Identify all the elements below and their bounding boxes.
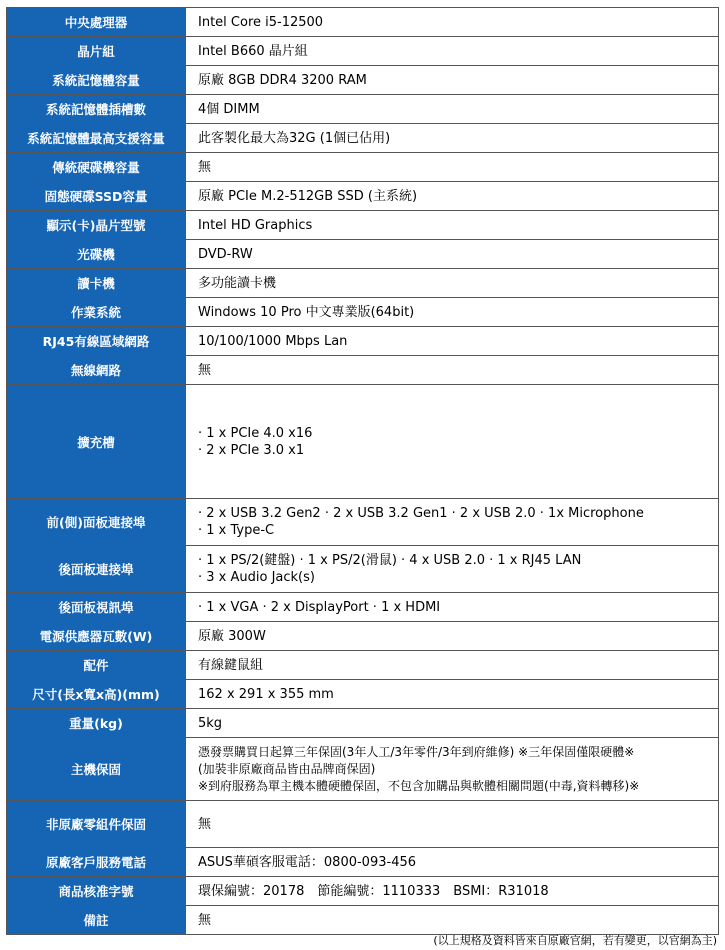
spec-value <box>186 877 719 906</box>
spec-label: 重量(kg) <box>7 709 186 738</box>
spec-value-line: · 1 x PCIe 4.0 x16 <box>198 425 313 441</box>
spec-value <box>186 66 719 95</box>
spec-value <box>186 738 719 801</box>
spec-value <box>186 182 719 211</box>
spec-value <box>186 801 719 848</box>
spec-row <box>7 153 719 182</box>
spec-row <box>7 906 719 935</box>
spec-row <box>7 801 719 848</box>
spec-value <box>186 95 719 124</box>
spec-value <box>186 124 719 153</box>
spec-value <box>186 8 719 37</box>
spec-value-line: 無 <box>198 912 212 928</box>
spec-value-line: 162 x 291 x 355 mm <box>198 686 334 702</box>
spec-value <box>186 211 719 240</box>
spec-value-line: DVD-RW <box>198 246 253 262</box>
spec-value <box>186 906 719 935</box>
spec-value <box>186 848 719 877</box>
spec-row <box>7 680 719 709</box>
spec-value <box>186 651 719 680</box>
spec-value <box>186 153 719 182</box>
spec-value-line: 多功能讀卡機 <box>198 275 277 291</box>
spec-row <box>7 622 719 651</box>
spec-label: 晶片組 <box>7 37 186 66</box>
spec-value-line: 原廠 300W <box>198 628 266 644</box>
spec-value <box>186 709 719 738</box>
spec-value-line: 10/100/1000 Mbps Lan <box>198 333 348 349</box>
spec-row <box>7 298 719 327</box>
spec-row <box>7 709 719 738</box>
spec-value-line: 原廠 PCIe M.2-512GB SSD (主系統) <box>198 188 418 204</box>
spec-value <box>186 269 719 298</box>
spec-label: 作業系統 <box>7 298 186 327</box>
spec-label: 光碟機 <box>7 240 186 269</box>
spec-value-line: 原廠 8GB DDR4 3200 RAM <box>198 72 367 88</box>
spec-value-line: 有線鍵鼠組 <box>198 657 264 673</box>
spec-row <box>7 651 719 680</box>
spec-footnote: (以上規格及資料皆來自原廠官網，若有變更，以官網為主) <box>433 934 717 947</box>
spec-row <box>7 356 719 385</box>
spec-label: 主機保固 <box>7 738 186 801</box>
spec-value <box>186 622 719 651</box>
spec-label: 尺寸(長x寬x高)(mm) <box>7 680 186 709</box>
spec-label: 無線網路 <box>7 356 186 385</box>
spec-row <box>7 240 719 269</box>
spec-row <box>7 546 719 593</box>
spec-label: 電源供應器瓦數(W) <box>7 622 186 651</box>
spec-label: 讀卡機 <box>7 269 186 298</box>
spec-value-line: 此客製化最大為32G (1個已佔用) <box>198 130 391 146</box>
spec-row <box>7 848 719 877</box>
spec-label: 後面板連接埠 <box>7 546 186 593</box>
spec-value-line: 環保編號：20178 節能編號：1110333 BSMI：R31018 <box>198 883 549 899</box>
spec-value-line: (加裝非原廠商品皆由品牌商保固) <box>198 761 376 776</box>
spec-row <box>7 738 719 801</box>
spec-value <box>186 546 719 593</box>
spec-row <box>7 8 719 37</box>
spec-row <box>7 385 719 499</box>
spec-value-line: Intel HD Graphics <box>198 217 313 233</box>
spec-label: 備註 <box>7 906 186 935</box>
spec-value-line: 憑發票購買日起算三年保固(3年人工/3年零件/3年到府維修) ※三年保固僅限硬體※ <box>198 744 635 759</box>
spec-value <box>186 385 719 499</box>
spec-row <box>7 499 719 546</box>
spec-label: 擴充槽 <box>7 385 186 499</box>
spec-value <box>186 37 719 66</box>
spec-label: 原廠客戶服務電話 <box>7 848 186 877</box>
spec-row <box>7 877 719 906</box>
spec-row <box>7 593 719 622</box>
spec-value-line: · 1 x PS/2(鍵盤) · 1 x PS/2(滑鼠) · 4 x USB 2.0 · 1 x RJ45 LAN <box>198 553 582 568</box>
spec-value-line: · 2 x USB 3.2 Gen2 · 2 x USB 3.2 Gen1 · 2 x USB 2.0 · 1x Microphone <box>198 506 644 521</box>
spec-label: 系統記憶體插槽數 <box>7 95 186 124</box>
spec-row <box>7 211 719 240</box>
spec-value <box>186 499 719 546</box>
spec-row <box>7 95 719 124</box>
spec-value <box>186 298 719 327</box>
spec-value <box>186 680 719 709</box>
spec-value-line: 無 <box>198 362 212 378</box>
spec-value-line: 無 <box>198 816 212 832</box>
spec-value-line: · 1 x VGA · 2 x DisplayPort · 1 x HDMI <box>198 599 441 615</box>
spec-row <box>7 37 719 66</box>
spec-value-line: 5kg <box>198 715 223 731</box>
spec-label: RJ45有線區域網路 <box>7 327 186 356</box>
spec-row <box>7 124 719 153</box>
spec-value <box>186 240 719 269</box>
spec-value <box>186 356 719 385</box>
spec-table <box>6 7 719 935</box>
spec-value-line: ※到府服務為單主機本體硬體保固，不包含加購品與軟體相關問題(中毒,資料轉移)※ <box>198 778 640 793</box>
spec-row <box>7 182 719 211</box>
spec-label: 中央處理器 <box>7 8 186 37</box>
spec-value-line: Intel B660 晶片組 <box>198 43 308 59</box>
spec-label: 系統記憶體最高支援容量 <box>7 124 186 153</box>
spec-value-line: · 3 x Audio Jack(s) <box>198 570 315 585</box>
spec-label: 顯示(卡)晶片型號 <box>7 211 186 240</box>
spec-value <box>186 593 719 622</box>
spec-value-line: · 2 x PCIe 3.0 x1 <box>198 442 305 458</box>
spec-value-line: · 1 x Type-C <box>198 523 275 538</box>
spec-label: 商品核准字號 <box>7 877 186 906</box>
spec-label: 後面板視訊埠 <box>7 593 186 622</box>
spec-value-line: 4個 DIMM <box>198 101 260 117</box>
spec-value-line: Windows 10 Pro 中文專業版(64bit) <box>198 304 415 320</box>
spec-row <box>7 66 719 95</box>
spec-row <box>7 327 719 356</box>
spec-value-line: 無 <box>198 159 212 175</box>
spec-label: 前(側)面板連接埠 <box>7 499 186 546</box>
spec-value-line: Intel Core i5-12500 <box>198 14 324 30</box>
spec-label: 固態硬碟SSD容量 <box>7 182 186 211</box>
spec-label: 配件 <box>7 651 186 680</box>
spec-label: 非原廠零組件保固 <box>7 801 186 848</box>
spec-value-line: ASUS華碩客服電話：0800-093-456 <box>198 854 417 870</box>
spec-value <box>186 327 719 356</box>
spec-row <box>7 269 719 298</box>
spec-label: 傳統硬碟機容量 <box>7 153 186 182</box>
spec-label: 系統記憶體容量 <box>7 66 186 95</box>
